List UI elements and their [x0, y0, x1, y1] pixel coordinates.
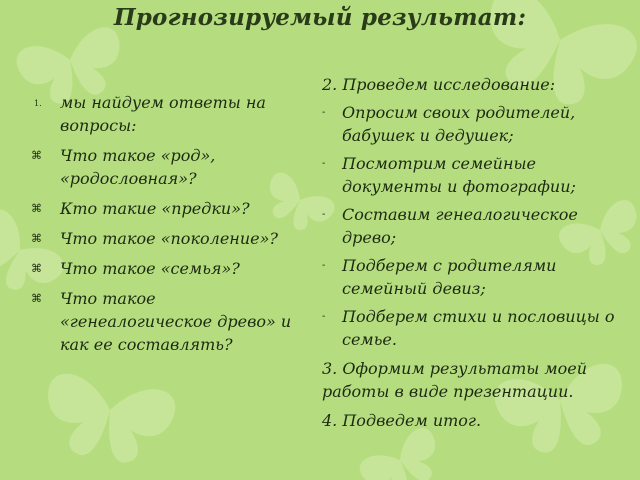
step-heading: 2. Проведем исследование: — [322, 75, 556, 94]
slide-title: Прогнозируемый результат: — [113, 4, 527, 31]
left-column — [28, 91, 298, 356]
dash-marker: - — [322, 158, 326, 169]
question-text: Что такое «род», «родословная»? — [60, 146, 216, 188]
action-text: Составим генеалогическое древо; — [342, 205, 578, 247]
list-item — [322, 305, 622, 351]
step-heading: 4. Подведем итог. — [322, 411, 482, 430]
action-text: Подберем стихи и пословицы о семье. — [342, 307, 615, 349]
question-text: Кто такие «предки»? — [60, 199, 250, 218]
dash-marker: - — [322, 311, 326, 322]
question-text: Что такое «поколение»? — [60, 229, 278, 248]
question-text: Что такое «семья»? — [60, 259, 240, 278]
bullet-icon: ⌘ — [31, 292, 42, 305]
list-number: 1. — [34, 99, 42, 108]
list-item — [28, 144, 298, 190]
dash-marker: - — [322, 107, 326, 118]
butterfly-icon — [356, 424, 451, 480]
bullet-icon: ⌘ — [31, 149, 42, 162]
bullet-icon: ⌘ — [31, 202, 42, 215]
list-item — [28, 227, 298, 250]
list-item — [322, 152, 622, 198]
bullet-icon: ⌘ — [31, 262, 42, 275]
list-item — [28, 91, 298, 137]
list-item — [322, 101, 622, 147]
right-column — [322, 73, 622, 432]
question-text: Что такое «генеалогическое древо» и как ее составлять? — [60, 289, 292, 354]
dash-marker: - — [322, 209, 326, 220]
dash-marker: - — [322, 260, 326, 271]
action-text: Опросим своих родителей, бабушек и дедушек; — [342, 103, 576, 145]
action-text: Посмотрим семейные документы и фотографии; — [342, 154, 576, 196]
bullet-icon: ⌘ — [31, 232, 42, 245]
list-item — [28, 197, 298, 220]
action-text: Подберем с родителями семейный девиз; — [342, 256, 557, 298]
list-item — [28, 287, 298, 356]
butterfly-icon — [38, 371, 178, 470]
step-heading: 3. Оформим результаты моей работы в виде презентации. — [322, 359, 588, 401]
list-item-text: мы найдуем ответы на вопросы: — [60, 93, 266, 135]
list-item — [322, 203, 622, 249]
list-item — [322, 254, 622, 300]
list-item — [28, 257, 298, 280]
